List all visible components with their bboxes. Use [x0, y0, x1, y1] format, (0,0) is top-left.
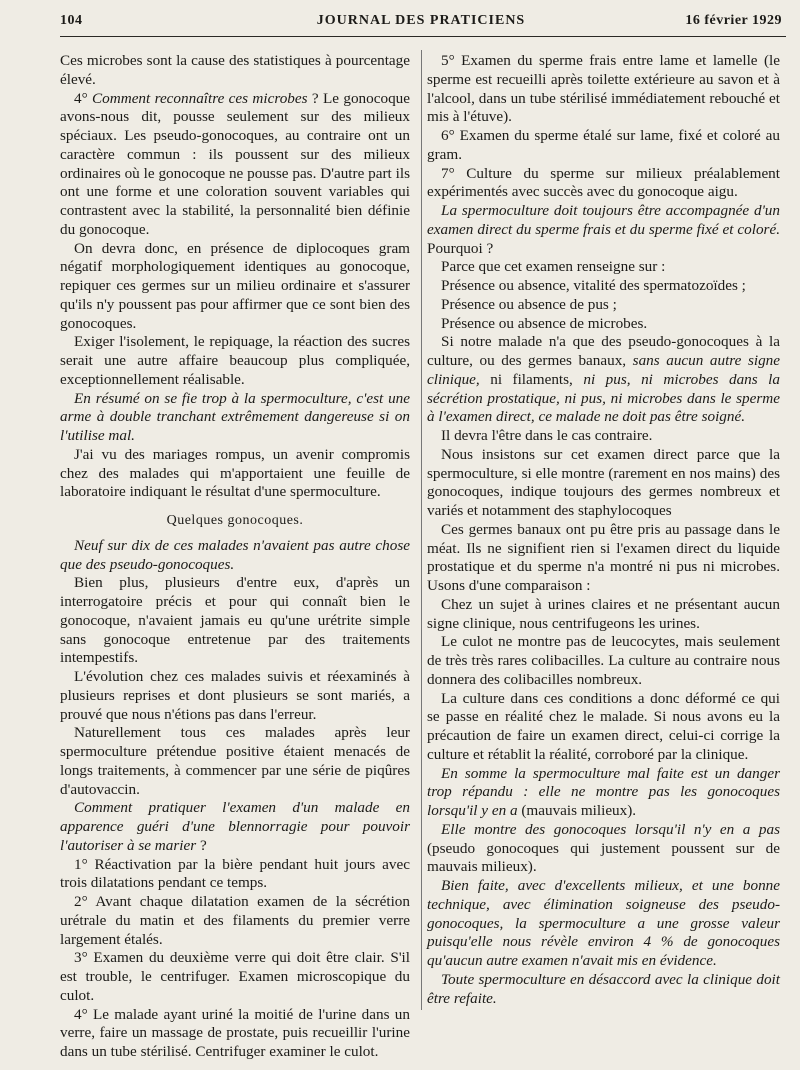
paragraph: En résumé on se fie trop à la spermoculture, c'est une arme à double tranchant extrêmement dangereuse si on l'utilise mal.: [60, 389, 410, 444]
paragraph: Ces germes banaux ont pu être pris au passage dans le méat. Ils ne signifient rien si l'examen direct du liquide prostatique et du sperme n'a montré ni pus ni microbes. Usons d'une comparaison :: [427, 520, 780, 594]
paragraph: On devra donc, en présence de diplocoques gram négatif morphologiquement identiques au gonocoque, repiquer ces germes sur un milieu ordinaire et s'assurer qu'ils n'y poussent pas pour affirmer que ce sont bien des gonocoques.: [60, 239, 410, 332]
paragraph: Bien plus, plusieurs d'entre eux, d'après un interrogatoire précis et pour qui connaît bien le gonocoque, n'avaient jamais eu qu'une urétrite simple sans gonocoque entretenue par des traitements intempestifs.: [60, 574, 410, 667]
list-item: 4° Le malade ayant uriné la moitié de l'urine dans un verre, faire un massage de prostate, puis recueillir l'urine dans un tube stérilisé. Centrifuger examiner le culot.: [60, 1005, 410, 1060]
paragraph: L'évolution chez ces malades suivis et réexaminés à plusieurs reprises et dont plusieurs se sont mariés, a prouvé que nous n'étions pas dans l'erreur.: [60, 668, 410, 723]
column-divider: [421, 50, 422, 1010]
paragraph: Neuf sur dix de ces malades n'avaient pas autre chose que des pseudo-gonocoques.: [60, 536, 410, 573]
list-item: Présence ou absence, vitalité des spermatozoïdes ;: [441, 277, 746, 294]
issue-date: 16 février 1929: [685, 13, 782, 28]
list-item: 3° Examen du deuxième verre qui doit être clair. S'il est trouble, le centrifuger. Examen microscopique du culot.: [60, 949, 410, 1004]
paragraph: Comment pratiquer l'examen d'un malade en apparence guéri d'une blennorragie pour pouvoir l'autoriser à se marier ?: [60, 799, 410, 854]
right-column: [427, 52, 780, 1008]
paragraph: Ces microbes sont la cause des statistiques à pourcentage élevé.: [60, 52, 410, 88]
list-item: Présence ou absence de pus ;: [441, 295, 617, 313]
paragraph: La culture dans ces conditions a donc déformé ce qui se passe en réalité chez le malade. Si nous avons eu la précaution de faire un examen direct, celui-ci corrige la culture et rétablit la réalité, corroboré par la clinique.: [427, 689, 780, 763]
page-number: 104: [60, 13, 83, 28]
paragraph: Naturellement tous ces malades après leur spermoculture prétendue positive étaient menacés de longs traitements, à commencer par une série de piqûres d'autovaccin.: [60, 724, 410, 798]
list-item: 2° Avant chaque dilatation examen de la sécrétion urétrale du matin et des filaments du premier verre largement étalés.: [60, 893, 410, 948]
left-column: [60, 52, 410, 1062]
paragraph: La spermoculture doit toujours être accompagnée d'un examen direct du sperme frais et du sperme fixé et coloré. Pourquoi ?: [427, 202, 780, 257]
paragraph: Bien faite, avec d'excellents milieux, et une bonne technique, avec élimination soigneuse des pseudo-gonocoques, la spermoculture a une grosse valeur puisqu'elle nous révèle environ 4 % de gonocoques qu'aucun autre examen n'avait mis en évidence.: [427, 877, 780, 969]
paragraph: Si notre malade n'a que des pseudo-gonocoques à la culture, ou des germes banaux, sans aucun autre signe clinique, ni filaments, ni pus, ni microbes dans la sécrétion prostatique, ni pus, ni microbes dans le sperme à l'examen direct, ce malade ne doit pas être soigné.: [427, 333, 781, 426]
header-rule: [60, 36, 786, 37]
list-item: 5° Examen du sperme frais entre lame et lamelle (le sperme est recueilli après toilette extérieure au savon et à l'alcool, dans un tube stérilisé immédiatement rebouché et mis à l'étuve).: [427, 52, 780, 126]
paragraph: Chez un sujet à urines claires et ne présentant aucun signe clinique, nous centrifugeons les urines.: [427, 595, 780, 632]
list-item: 1° Réactivation par la bière pendant huit jours avec trois dilatations pendant ce temps.: [60, 855, 410, 892]
section-heading: Quelques gonocoques.: [166, 513, 304, 528]
paragraph: Le culot ne montre pas de leucocytes, mais seulement de très très rares colibacilles. La culture au contraire nous donnera des colibacilles nombreux.: [427, 633, 780, 688]
paragraph: 4° Comment reconnaître ces microbes ? Le gonocoque avons-nous dit, pousse seulement sur des milieux spéciaux. Les pseudo-gonocoques, au contraire ont un caractère commun : ils poussent sur des milieux ordinaires où le gonocoque ne pousse pas. D'autre part ils ont une forme et une coloration souvent variables qui contrastent avec la stabilité, la personnalité bien définie du gonocoque.: [60, 89, 411, 238]
paragraph: Elle montre des gonocoques lorsqu'il n'y en a pas (pseudo gonocoques qui justement poussent sur de mauvais milieux).: [427, 820, 780, 876]
paragraph: En somme la spermoculture mal faite est un danger trop répandu : elle ne montre pas les gonocoques lorsqu'il y en a (mauvais milieux).: [427, 764, 780, 819]
page-header: [60, 13, 782, 37]
paragraph: Il devra l'être dans le cas contraire.: [441, 427, 653, 444]
list-item: Présence ou absence de microbes.: [441, 314, 648, 332]
paragraph: Toute spermoculture en désaccord avec la clinique doit être refaite.: [427, 970, 780, 1007]
paragraph: Nous insistons sur cet examen direct parce que la spermoculture, si elle montre (rarement en nos mains) des gonocoques, indique toujours des germes nombreux et variés et notamment des staphylocoques: [427, 445, 780, 519]
paragraph: Exiger l'isolement, le repiquage, la réaction des sucres serait une autre affaire beaucoup plus compliquée, exceptionnellement réalisable.: [60, 333, 410, 388]
list-item: 6° Examen du sperme étalé sur lame, fixé et coloré au gram.: [427, 127, 780, 163]
list-item: 7° Culture du sperme sur milieux préalablement expérimentés avec succès avec du gonocoque aigu.: [427, 164, 780, 201]
paragraph: J'ai vu des mariages rompus, un avenir compromis chez des malades qui m'apportaient une feuille de laboratoire indiquant le résultat d'une spermoculture.: [60, 445, 410, 501]
journal-title: JOURNAL DES PRATICIENS: [316, 13, 526, 28]
paragraph: Parce que cet examen renseigne sur :: [441, 258, 666, 276]
